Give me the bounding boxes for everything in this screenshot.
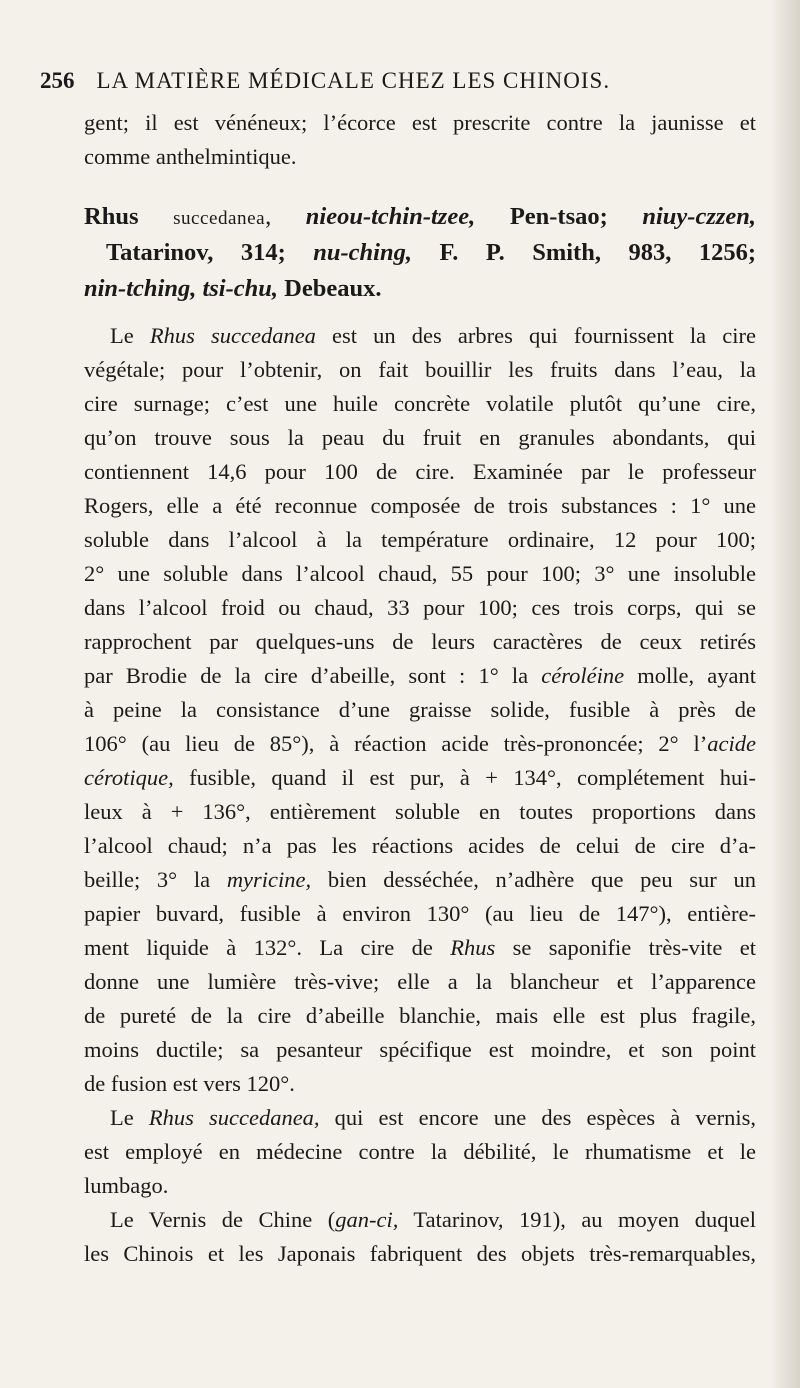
text-line: les Chinois et les Japonais fabriquent des objets très-remarquables, xyxy=(84,1241,756,1266)
text-line: ment liquide à 132°. La cire de Rhus se saponifie très-vite et xyxy=(84,935,756,960)
paragraph-description xyxy=(84,319,756,1101)
text-line: Le Rhus succedanea est un des arbres qui fournissent la cire xyxy=(110,323,757,348)
text-line: Le Vernis de Chine (gan-ci, Tatarinov, 191), au moyen duquel xyxy=(110,1207,756,1232)
paragraph-vernis xyxy=(84,1203,756,1271)
text-line: soluble dans l’alcool à la température ordinaire, 12 pour 100; xyxy=(84,527,756,552)
text-line: l’alcool chaud; n’a pas les réactions acides de celui de cire d’a- xyxy=(84,833,756,858)
species-name: succedanea xyxy=(173,208,266,229)
text-line: papier buvard, fusible à environ 130° (au lieu de 147°), entière- xyxy=(84,901,756,926)
source-debeaux: Debeaux. xyxy=(284,275,382,302)
text-line: végétale; pour l’obtenir, on fait bouillir les fruits dans l’eau, la xyxy=(84,357,756,382)
text-line: contiennent 14,6 pour 100 de cire. Examinée par le professeur xyxy=(84,459,756,484)
text-line: est employé en médecine contre la débilité, le rhumatisme et le xyxy=(84,1139,756,1164)
paragraph-continued xyxy=(84,106,756,174)
page-body xyxy=(84,106,756,1271)
source-tatarinov: Tatarinov, 314; xyxy=(106,239,286,266)
running-title: LA MATIÈRE MÉDICALE CHEZ LES CHINOIS. xyxy=(96,68,611,93)
text-line: par Brodie de la cire d’abeille, sont : 1° la céroléine molle, ayant xyxy=(84,663,756,688)
text-line: 2° une soluble dans l’alcool chaud, 55 pour 100; 3° une insoluble xyxy=(84,561,756,586)
text-line: donne une lumière très-vive; elle a la blancheur et l’apparence xyxy=(84,969,756,994)
text-line: comme anthelmintique. xyxy=(84,144,297,169)
entry-heading-rhus-succedanea: Rhus succedanea, nieou-tchin-tzee, Pen-tsao; niuy-czzen, Tatarinov, 314; nu-ching, F. P. Smith, 983, 1256; nin-tching, tsi-chu, Debeaux. xyxy=(84,203,757,302)
page-edge-shadow xyxy=(770,0,800,1388)
source-pentsao: Pen-tsao; xyxy=(509,203,608,230)
text-line: moins ductile; sa pesanteur spécifique est moindre, et son point xyxy=(84,1037,756,1062)
text-line: gent; il est vénéneux; l’écorce est prescrite contre la jaunisse et xyxy=(84,110,756,135)
text-line: beille; 3° la myricine, bien desséchée, n’adhère que peu sur un xyxy=(84,867,756,892)
text-line: cérotique, fusible, quand il est pur, à + 134°, complétement hui- xyxy=(84,765,756,790)
chinese-name: nieou-tchin-tzee, xyxy=(305,203,476,230)
text-line: de pureté de la cire d’abeille blanchie, mais elle est plus fragile, xyxy=(84,1003,756,1028)
text-line: Rogers, elle a été reconnue composée de trois substances : 1° une xyxy=(84,493,756,518)
page-number: 256 xyxy=(40,68,75,93)
source-smith: F. P. Smith, 983, 1256; xyxy=(439,239,757,266)
text-line: lumbago. xyxy=(84,1173,169,1198)
text-line: Le Rhus succedanea, qui est encore une des espèces à vernis, xyxy=(110,1105,757,1130)
text-line: à peine la consistance d’une graisse solide, fusible à près de xyxy=(84,697,756,722)
text-line: qu’on trouve sous la peau du fruit en granules abondants, qui xyxy=(84,425,756,450)
text-line: rapprochent par quelques-uns de leurs caractères de ceux retirés xyxy=(84,629,756,654)
text-line: dans l’alcool froid ou chaud, 33 pour 100; ces trois corps, qui se xyxy=(84,595,756,620)
chinese-name: nu-ching, xyxy=(313,239,412,266)
running-header xyxy=(40,68,760,94)
genus-name: Rhus xyxy=(84,203,139,230)
text-line: de fusion est vers 120°. xyxy=(84,1071,295,1096)
text-line: leux à + 136°, entièrement soluble en toutes proportions dans xyxy=(84,799,756,824)
text-line: 106° (au lieu de 85°), à réaction acide très-prononcée; 2° l’acide xyxy=(84,731,756,756)
chinese-name: niuy-czzen, xyxy=(642,203,757,230)
paragraph-medical-use xyxy=(84,1101,756,1203)
chinese-name: nin-tching, tsi-chu, xyxy=(84,275,279,302)
text-line: cire surnage; c’est une huile concrète volatile plutôt qu’une cire, xyxy=(84,391,756,416)
